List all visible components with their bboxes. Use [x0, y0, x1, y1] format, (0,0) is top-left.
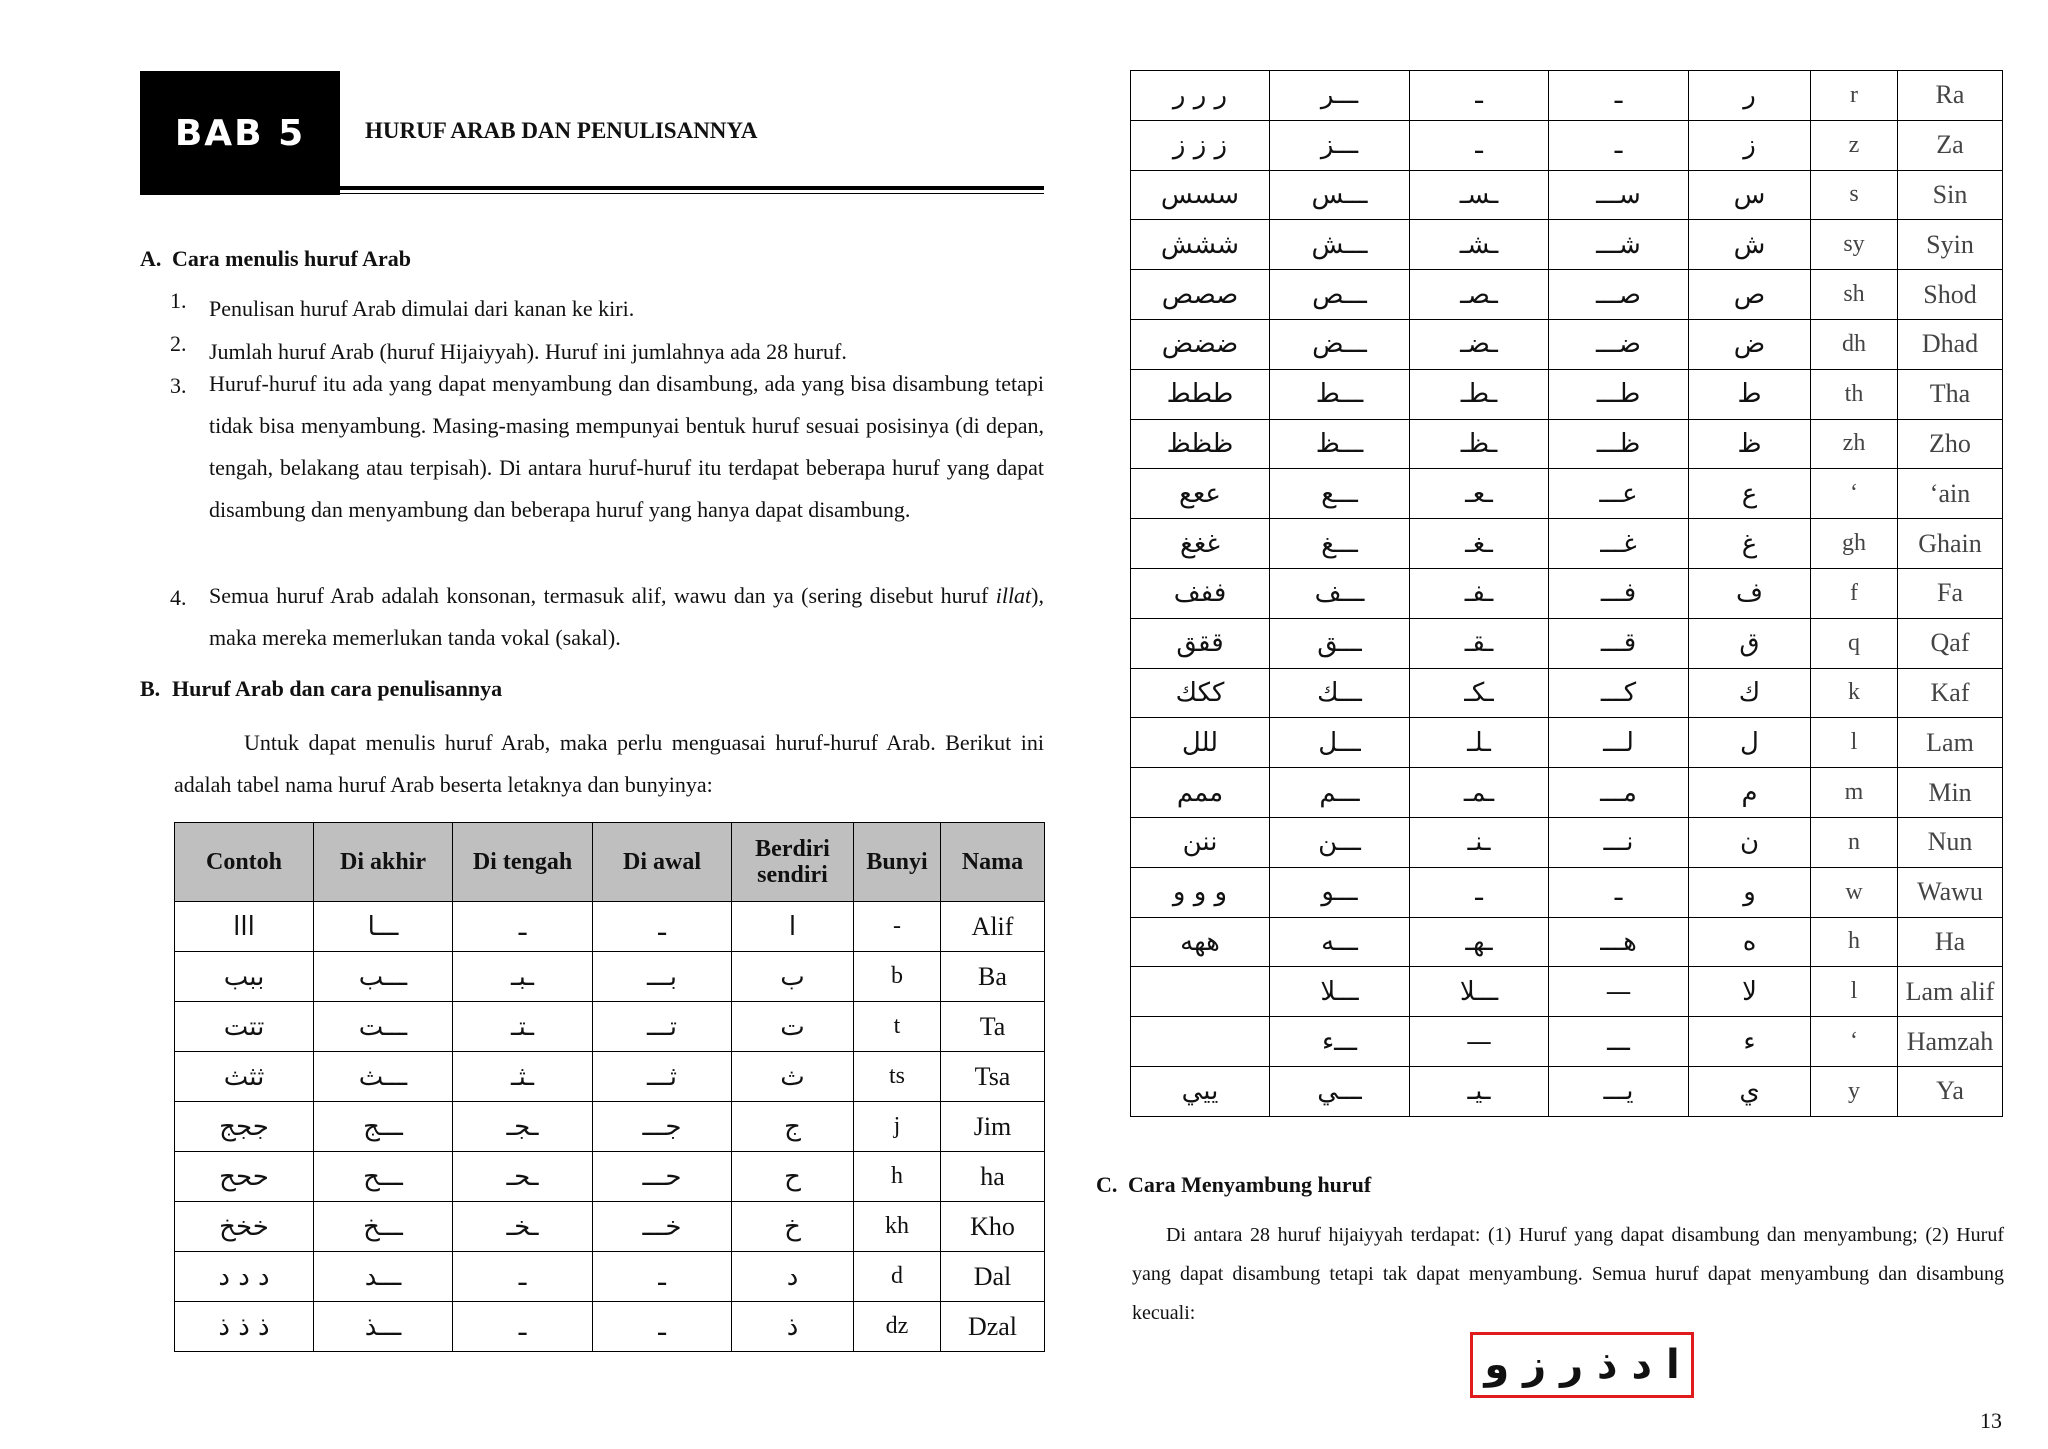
cell-contoh: ههه — [1131, 917, 1270, 967]
cell-di-tengah: ـتـ — [453, 1002, 593, 1052]
cell-nama: Alif — [941, 902, 1045, 952]
cell-di-awal: ـ — [593, 1302, 732, 1352]
cell-nama: Za — [1898, 120, 2003, 170]
section-a-heading — [140, 246, 411, 272]
cell-berdiri-sendiri: ف — [1689, 568, 1811, 618]
cell-bunyi: n — [1811, 817, 1898, 867]
cell-berdiri-sendiri: ز — [1689, 120, 1811, 170]
section-c-heading — [1096, 1172, 1371, 1198]
cell-contoh: تتت — [175, 1002, 314, 1052]
cell-di-tengah: ـ — [1410, 867, 1549, 917]
cell-nama: Zho — [1898, 419, 2003, 469]
cell-contoh: ببب — [175, 952, 314, 1002]
cell-di-tengah: ـحـ — [453, 1152, 593, 1202]
cell-berdiri-sendiri: ع — [1689, 469, 1811, 519]
cell-di-akhir: ـــك — [1270, 668, 1410, 718]
cell-contoh: ققق — [1131, 618, 1270, 668]
cell-di-akhir: ـــس — [1270, 170, 1410, 220]
cell-bunyi: r — [1811, 71, 1898, 121]
list-text-part: Semua huruf Arab adalah konsonan, termasuk alif, wawu dan ya (sering disebut huruf — [209, 583, 996, 608]
cell-bunyi: f — [1811, 568, 1898, 618]
cell-contoh: خخخ — [175, 1202, 314, 1252]
cell-di-awal: خـــ — [593, 1202, 732, 1252]
cell-contoh: ككك — [1131, 668, 1270, 718]
cell-contoh — [1131, 1017, 1270, 1067]
cell-di-tengah: ـبـ — [453, 952, 593, 1002]
cell-di-awal: ـــ — [1549, 1017, 1689, 1067]
table-row — [1131, 817, 2003, 867]
cell-di-awal: ـ — [1549, 120, 1689, 170]
cell-contoh — [1131, 967, 1270, 1017]
cell-nama: Kaf — [1898, 668, 2003, 718]
table-row — [175, 1202, 1045, 1252]
cell-berdiri-sendiri: ح — [732, 1152, 854, 1202]
cell-di-awal: — — [1549, 967, 1689, 1017]
table-row — [175, 1002, 1045, 1052]
table-row — [1131, 768, 2003, 818]
list-item — [170, 288, 1044, 330]
cell-di-tengah: ـ — [453, 902, 593, 952]
cell-contoh: ذ ذ ذ — [175, 1302, 314, 1352]
cell-bunyi: ‘ — [1811, 469, 1898, 519]
cell-contoh: ععع — [1131, 469, 1270, 519]
cell-berdiri-sendiri: ج — [732, 1102, 854, 1152]
cell-di-tengah: ـغـ — [1410, 519, 1549, 569]
cell-di-awal: نـــ — [1549, 817, 1689, 867]
table-row — [1131, 319, 2003, 369]
table-row — [175, 952, 1045, 1002]
cell-di-awal: مـــ — [1549, 768, 1689, 818]
cell-bunyi: b — [854, 952, 941, 1002]
table-row — [1131, 867, 2003, 917]
table-row — [1131, 668, 2003, 718]
cell-bunyi: sy — [1811, 220, 1898, 270]
cell-di-tengah: ـيـ — [1410, 1066, 1549, 1116]
cell-di-awal: تـــ — [593, 1002, 732, 1052]
cell-di-akhir: ـــخ — [314, 1202, 453, 1252]
cell-di-tengah: ـهـ — [1410, 917, 1549, 967]
cell-contoh: ر ر ر — [1131, 71, 1270, 121]
cell-di-awal: شـــ — [1549, 220, 1689, 270]
cell-nama: Qaf — [1898, 618, 2003, 668]
cell-di-tengah: ـطـ — [1410, 369, 1549, 419]
cell-berdiri-sendiri: ذ — [732, 1302, 854, 1352]
cell-di-tengah: ـشـ — [1410, 220, 1549, 270]
cell-di-tengah: ـ — [1410, 120, 1549, 170]
cell-di-awal: فـــ — [1549, 568, 1689, 618]
cell-bunyi: gh — [1811, 519, 1898, 569]
cell-di-awal: ـ — [593, 902, 732, 952]
table-row — [175, 1102, 1045, 1152]
section-title: Huruf Arab dan cara penulisannya — [172, 676, 503, 701]
cell-berdiri-sendiri: م — [1689, 768, 1811, 818]
cell-bunyi: sh — [1811, 270, 1898, 320]
cell-di-tengah: ـخـ — [453, 1202, 593, 1252]
table-row — [175, 1302, 1045, 1352]
cell-di-akhir: ـــن — [1270, 817, 1410, 867]
cell-nama: ‘ain — [1898, 469, 2003, 519]
section-b-paragraph: Untuk dapat menulis huruf Arab, maka perlu menguasai huruf-huruf Arab. Berikut ini adalah tabel nama huruf Arab beserta letaknya dan bunyinya: — [174, 730, 1044, 797]
letters-table-part-2 — [1130, 70, 2003, 1117]
cell-di-awal: ســـ — [1549, 170, 1689, 220]
cell-berdiri-sendiri: ي — [1689, 1066, 1811, 1116]
list-number: 2. — [170, 331, 187, 356]
cell-di-akhir: ـــا — [314, 902, 453, 952]
table-row — [175, 1252, 1045, 1302]
header-di-tengah: Di tengah — [453, 823, 593, 902]
cell-nama: Fa — [1898, 568, 2003, 618]
table-row — [1131, 519, 2003, 569]
cell-contoh: ضضض — [1131, 319, 1270, 369]
cell-contoh: ااا — [175, 902, 314, 952]
cell-bunyi: l — [1811, 967, 1898, 1017]
header-rule-thin — [340, 193, 1044, 194]
cell-bunyi: dh — [1811, 319, 1898, 369]
cell-berdiri-sendiri: د — [732, 1252, 854, 1302]
cell-contoh: ححح — [175, 1152, 314, 1202]
cell-di-awal: قـــ — [1549, 618, 1689, 668]
cell-bunyi: ts — [854, 1052, 941, 1102]
cell-di-akhir: ـــظ — [1270, 419, 1410, 469]
list-number: 4. — [170, 585, 187, 610]
cell-berdiri-sendiri: خ — [732, 1202, 854, 1252]
list-text: Jumlah huruf Arab (huruf Hijaiyyah). Huruf ini jumlahnya ada 28 huruf. — [209, 339, 847, 364]
cell-di-akhir: ـــع — [1270, 469, 1410, 519]
table-row — [1131, 917, 2003, 967]
cell-nama: Nun — [1898, 817, 2003, 867]
list-item — [170, 585, 1044, 659]
cell-berdiri-sendiri: س — [1689, 170, 1811, 220]
cell-di-tengah: — — [1410, 1017, 1549, 1067]
cell-bunyi: q — [1811, 618, 1898, 668]
table-row — [1131, 120, 2003, 170]
cell-di-tengah: ـثـ — [453, 1052, 593, 1102]
table-row — [1131, 568, 2003, 618]
header-rule — [340, 186, 1044, 190]
header-berdiri-sendiri: Berdiri sendiri — [732, 823, 854, 902]
letters-table-part-1 — [174, 822, 1045, 1352]
page-number: 13 — [1980, 1408, 2002, 1433]
cell-di-awal: كـــ — [1549, 668, 1689, 718]
chapter-label: BAB 5 — [174, 112, 306, 154]
list-text: Huruf-huruf itu ada yang dapat menyambung dan disambung, ada yang bisa disambung tetapi tidak bisa menyambung. Masing-masing mempunyai bentuk huruf sesuai posisinya (di depan, tengah, belakang atau terpisah). Di antara huruf-huruf itu terdapat beberapa huruf yang dapat disambung dan menyambung dan beberapa huruf yang hanya dapat disambung. — [209, 371, 1044, 522]
cell-di-tengah: ـ — [1410, 71, 1549, 121]
cell-contoh: ششش — [1131, 220, 1270, 270]
cell-nama: Hamzah — [1898, 1017, 2003, 1067]
cell-nama: Ra — [1898, 71, 2003, 121]
table-row — [1131, 469, 2003, 519]
cell-nama: Ha — [1898, 917, 2003, 967]
chapter-badge — [140, 71, 340, 195]
section-letter: B. — [140, 676, 161, 701]
cell-nama: Ghain — [1898, 519, 2003, 569]
table-row — [1131, 369, 2003, 419]
section-letter: A. — [140, 246, 162, 271]
cell-di-tengah: ـعـ — [1410, 469, 1549, 519]
cell-bunyi: zh — [1811, 419, 1898, 469]
cell-di-tengah: ـظـ — [1410, 419, 1549, 469]
cell-contoh: ننن — [1131, 817, 1270, 867]
cell-bunyi: h — [1811, 917, 1898, 967]
list-number: 1. — [170, 288, 187, 313]
table-row — [1131, 718, 2003, 768]
cell-di-awal: صـــ — [1549, 270, 1689, 320]
cell-di-awal: حـــ — [593, 1152, 732, 1202]
cell-berdiri-sendiri: ظ — [1689, 419, 1811, 469]
cell-di-akhir: ـــر — [1270, 71, 1410, 121]
section-b-heading — [140, 676, 502, 702]
list-text: Penulisan huruf Arab dimulai dari kanan ke kiri. — [209, 296, 635, 321]
table-row — [1131, 419, 2003, 469]
cell-berdiri-sendiri: ث — [732, 1052, 854, 1102]
cell-contoh: غغغ — [1131, 519, 1270, 569]
cell-di-akhir: ـــغ — [1270, 519, 1410, 569]
cell-bunyi: dz — [854, 1302, 941, 1352]
cell-contoh: ممم — [1131, 768, 1270, 818]
cell-di-akhir: ـــب — [314, 952, 453, 1002]
cell-berdiri-sendiri: ض — [1689, 319, 1811, 369]
cell-contoh: ثثث — [175, 1052, 314, 1102]
cell-di-awal: يـــ — [1549, 1066, 1689, 1116]
cell-di-akhir: ـــم — [1270, 768, 1410, 818]
cell-nama: Shod — [1898, 270, 2003, 320]
cell-nama: Jim — [941, 1102, 1045, 1152]
cell-di-awal: لـــ — [1549, 718, 1689, 768]
cell-di-akhir: ـــح — [314, 1152, 453, 1202]
table-row — [1131, 1017, 2003, 1067]
cell-nama: Ya — [1898, 1066, 2003, 1116]
table-row — [1131, 170, 2003, 220]
cell-bunyi: ‘ — [1811, 1017, 1898, 1067]
cell-bunyi: kh — [854, 1202, 941, 1252]
cell-bunyi: - — [854, 902, 941, 952]
cell-contoh: ييي — [1131, 1066, 1270, 1116]
section-c-paragraph: Di antara 28 huruf hijaiyyah terdapat: (1) Huruf yang dapat disambung dan menyambung; (2) Huruf yang dapat disambung tetapi tak dapat menyambung. Semua huruf dapat menyambung dan disambung kecuali: — [1132, 1224, 2004, 1324]
cell-di-tengah: ـصـ — [1410, 270, 1549, 320]
list-text — [209, 575, 1044, 659]
cell-nama: Dhad — [1898, 319, 2003, 369]
cell-di-tengah: ـ — [453, 1302, 593, 1352]
cell-berdiri-sendiri: ا — [732, 902, 854, 952]
cell-nama: Ba — [941, 952, 1045, 1002]
cell-berdiri-sendiri: ل — [1689, 718, 1811, 768]
cell-berdiri-sendiri: و — [1689, 867, 1811, 917]
cell-bunyi: j — [854, 1102, 941, 1152]
cell-di-tengah: ـفـ — [1410, 568, 1549, 618]
cell-berdiri-sendiri: ك — [1689, 668, 1811, 718]
cell-contoh: ططط — [1131, 369, 1270, 419]
cell-bunyi: z — [1811, 120, 1898, 170]
cell-bunyi: t — [854, 1002, 941, 1052]
cell-di-akhir: ـــد — [314, 1252, 453, 1302]
cell-contoh: سسس — [1131, 170, 1270, 220]
cell-berdiri-sendiri: ر — [1689, 71, 1811, 121]
cell-di-tengah: ـمـ — [1410, 768, 1549, 818]
cell-berdiri-sendiri: ط — [1689, 369, 1811, 419]
cell-nama: Sin — [1898, 170, 2003, 220]
cell-bunyi: k — [1811, 668, 1898, 718]
cell-di-akhir: ـــف — [1270, 568, 1410, 618]
cell-di-tengah: ـضـ — [1410, 319, 1549, 369]
cell-nama: Tsa — [941, 1052, 1045, 1102]
cell-di-akhir: ـــء — [1270, 1017, 1410, 1067]
cell-di-akhir: ـــو — [1270, 867, 1410, 917]
cell-contoh: ظظظ — [1131, 419, 1270, 469]
cell-di-akhir: ـــص — [1270, 270, 1410, 320]
list-number: 3. — [170, 373, 187, 398]
cell-contoh: للل — [1131, 718, 1270, 768]
cell-nama: Kho — [941, 1202, 1045, 1252]
cell-nama: Syin — [1898, 220, 2003, 270]
cell-di-awal: ـ — [593, 1252, 732, 1302]
cell-bunyi: w — [1811, 867, 1898, 917]
cell-di-awal: غـــ — [1549, 519, 1689, 569]
chapter-title: HURUF ARAB DAN PENULISANNYA — [365, 118, 758, 143]
cell-di-awal: ـ — [1549, 71, 1689, 121]
header-nama: Nama — [941, 823, 1045, 902]
cell-di-awal: ضـــ — [1549, 319, 1689, 369]
cell-di-akhir: ـــلا — [1270, 967, 1410, 1017]
cell-berdiri-sendiri: ص — [1689, 270, 1811, 320]
cell-di-akhir: ـــط — [1270, 369, 1410, 419]
cell-di-akhir: ـــش — [1270, 220, 1410, 270]
cell-nama: Dzal — [941, 1302, 1045, 1352]
cell-di-awal: ظـــ — [1549, 419, 1689, 469]
cell-nama: Min — [1898, 768, 2003, 818]
cell-bunyi: h — [854, 1152, 941, 1202]
cell-nama: Tha — [1898, 369, 2003, 419]
cell-di-awal: ـ — [1549, 867, 1689, 917]
cell-di-akhir: ـــض — [1270, 319, 1410, 369]
cell-di-tengah: ـــلا — [1410, 967, 1549, 1017]
cell-di-tengah: ـكـ — [1410, 668, 1549, 718]
cell-bunyi: y — [1811, 1066, 1898, 1116]
exception-letters: ا د ذ ر ز و — [1484, 1342, 1680, 1388]
cell-di-akhir: ـــذ — [314, 1302, 453, 1352]
cell-di-akhir: ـــت — [314, 1002, 453, 1052]
table-row — [175, 1052, 1045, 1102]
list-item — [170, 373, 1044, 531]
cell-contoh: صصص — [1131, 270, 1270, 320]
cell-di-awal: جـــ — [593, 1102, 732, 1152]
cell-berdiri-sendiri: ش — [1689, 220, 1811, 270]
cell-berdiri-sendiri: غ — [1689, 519, 1811, 569]
cell-nama: Lam — [1898, 718, 2003, 768]
cell-berdiri-sendiri: ت — [732, 1002, 854, 1052]
cell-contoh: و و و — [1131, 867, 1270, 917]
cell-berdiri-sendiri: ب — [732, 952, 854, 1002]
cell-contoh: د د د — [175, 1252, 314, 1302]
header-bunyi: Bunyi — [854, 823, 941, 902]
cell-di-tengah: ـسـ — [1410, 170, 1549, 220]
cell-di-awal: عـــ — [1549, 469, 1689, 519]
cell-bunyi: m — [1811, 768, 1898, 818]
cell-di-tengah: ـقـ — [1410, 618, 1549, 668]
cell-di-akhir: ـــج — [314, 1102, 453, 1152]
cell-bunyi: th — [1811, 369, 1898, 419]
cell-nama: Dal — [941, 1252, 1045, 1302]
header-di-awal: Di awal — [593, 823, 732, 902]
section-letter: C. — [1096, 1172, 1118, 1197]
exception-letters-box — [1470, 1332, 1694, 1398]
cell-di-akhir: ـــث — [314, 1052, 453, 1102]
table-row — [1131, 1066, 2003, 1116]
header-contoh: Contoh — [175, 823, 314, 902]
cell-di-akhir: ـــه — [1270, 917, 1410, 967]
cell-di-akhir: ـــز — [1270, 120, 1410, 170]
table-row — [1131, 270, 2003, 320]
cell-nama: Lam alif — [1898, 967, 2003, 1017]
list-text-part: ), maka mereka memerlukan tanda vokal (sakal). — [209, 583, 1044, 650]
cell-nama: Wawu — [1898, 867, 2003, 917]
cell-bunyi: d — [854, 1252, 941, 1302]
cell-di-tengah: ـلـ — [1410, 718, 1549, 768]
cell-nama: Ta — [941, 1002, 1045, 1052]
table-row — [175, 1152, 1045, 1202]
cell-di-awal: بـــ — [593, 952, 732, 1002]
section-title: Cara menulis huruf Arab — [172, 246, 411, 271]
table-row — [1131, 967, 2003, 1017]
cell-bunyi: s — [1811, 170, 1898, 220]
cell-di-tengah: ـجـ — [453, 1102, 593, 1152]
cell-berdiri-sendiri: لا — [1689, 967, 1811, 1017]
cell-bunyi: l — [1811, 718, 1898, 768]
cell-di-awal: طـــ — [1549, 369, 1689, 419]
cell-di-awal: ثـــ — [593, 1052, 732, 1102]
cell-contoh: ففف — [1131, 568, 1270, 618]
table-header-row — [175, 823, 1045, 902]
cell-berdiri-sendiri: ق — [1689, 618, 1811, 668]
cell-di-awal: هـــ — [1549, 917, 1689, 967]
header-di-akhir: Di akhir — [314, 823, 453, 902]
italic-term: illat — [995, 583, 1032, 608]
cell-berdiri-sendiri: ن — [1689, 817, 1811, 867]
cell-contoh: ز ز ز — [1131, 120, 1270, 170]
cell-di-tengah: ـ — [453, 1252, 593, 1302]
cell-di-akhir: ـــق — [1270, 618, 1410, 668]
cell-berdiri-sendiri: ء — [1689, 1017, 1811, 1067]
table-row — [1131, 220, 2003, 270]
cell-di-akhir: ـــل — [1270, 718, 1410, 768]
table-row — [1131, 71, 2003, 121]
table-row — [1131, 618, 2003, 668]
cell-berdiri-sendiri: ه — [1689, 917, 1811, 967]
table-row — [175, 902, 1045, 952]
cell-nama: ha — [941, 1152, 1045, 1202]
cell-di-akhir: ـــي — [1270, 1066, 1410, 1116]
cell-contoh: ججج — [175, 1102, 314, 1152]
section-title: Cara Menyambung huruf — [1128, 1172, 1372, 1197]
cell-di-tengah: ـنـ — [1410, 817, 1549, 867]
